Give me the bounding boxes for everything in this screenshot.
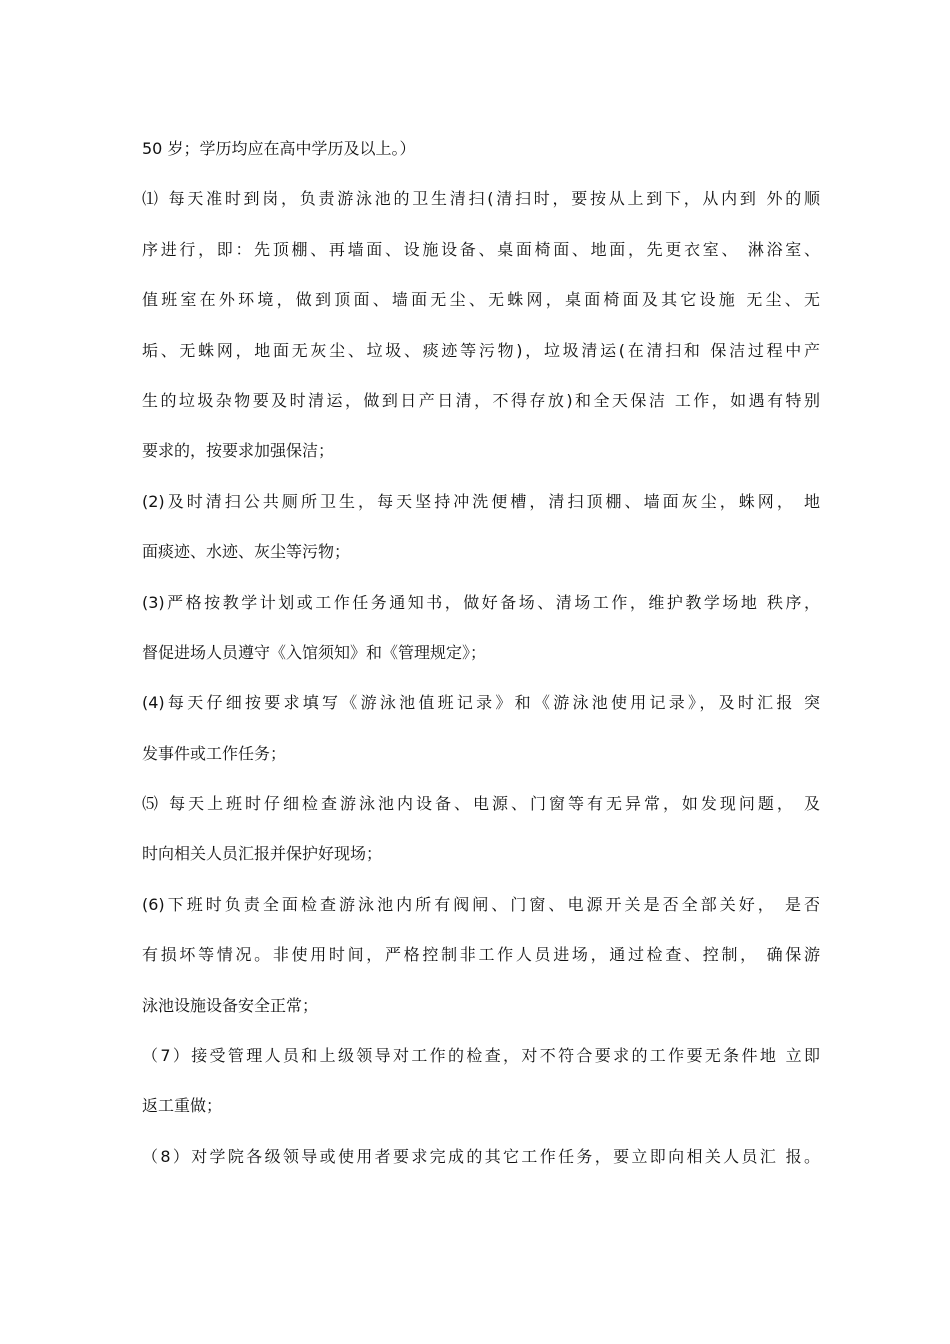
- document-body: [142, 136, 820, 1194]
- text-line: 要求的，按要求加强保洁；: [142, 441, 335, 461]
- text-line: 返工重做；: [142, 1096, 223, 1116]
- text-line: 序进行，即：先顶棚、再墙面、设施设备、桌面椅面、地面，先更衣室、 淋浴室、: [142, 239, 820, 259]
- text-line: (6)下班时负责全面检查游泳池内所有阀闸、门窗、电源开关是否全部关好， 是否: [142, 894, 820, 914]
- text-line: ⑴ 每天准时到岗，负责游泳池的卫生清扫(清扫时，要按从上到下，从内到 外的顺: [142, 189, 820, 209]
- text-line: (3)严格按教学计划或工作任务通知书，做好备场、清场工作，维护教学场地 秩序，: [142, 592, 820, 612]
- text-line: 50 岁；学历均应在高中学历及以上。）: [142, 139, 416, 158]
- text-line: 生的垃圾杂物要及时清运，做到日产日清，不得存放)和全天保洁 工作，如遇有特别: [142, 390, 820, 410]
- text-line: （8）对学院各级领导或使用者要求完成的其它工作任务，要立即向相关人员汇 报。: [142, 1146, 820, 1166]
- text-line: 面痰迹、水迹、灰尘等污物；: [142, 542, 351, 562]
- text-line: 垢、无蛛网，地面无灰尘、垃圾、痰迹等污物)，垃圾清运(在清扫和 保洁过程中产: [142, 340, 820, 360]
- text-line: 时向相关人员汇报并保护好现场；: [142, 844, 383, 864]
- text-line: (2)及时清扫公共厕所卫生，每天坚持冲洗便槽，清扫顶棚、墙面灰尘，蛛网， 地: [142, 491, 820, 511]
- text-line: 督促进场人员遵守《入馆须知》和《管理规定》；: [142, 642, 487, 662]
- text-line: 值班室在外环境，做到顶面、墙面无尘、无蛛网，桌面椅面及其它设施 无尘、无: [142, 290, 820, 310]
- text-line: ⑸ 每天上班时仔细检查游泳池内设备、电源、门窗等有无异常，如发现问题， 及: [142, 794, 820, 814]
- text-line: (4)每天仔细按要求填写《游泳池值班记录》和《游泳池使用记录》，及时汇报 突: [142, 693, 820, 713]
- text-line: 发事件或工作任务；: [142, 743, 287, 763]
- text-line: 有损坏等情况。非使用时间，严格控制非工作人员进场，通过检查、控制， 确保游: [142, 945, 820, 965]
- text-line: 泳池设施设备安全正常；: [142, 995, 319, 1015]
- text-line: （7）接受管理人员和上级领导对工作的检查，对不符合要求的工作要无条件地 立即: [142, 1046, 820, 1066]
